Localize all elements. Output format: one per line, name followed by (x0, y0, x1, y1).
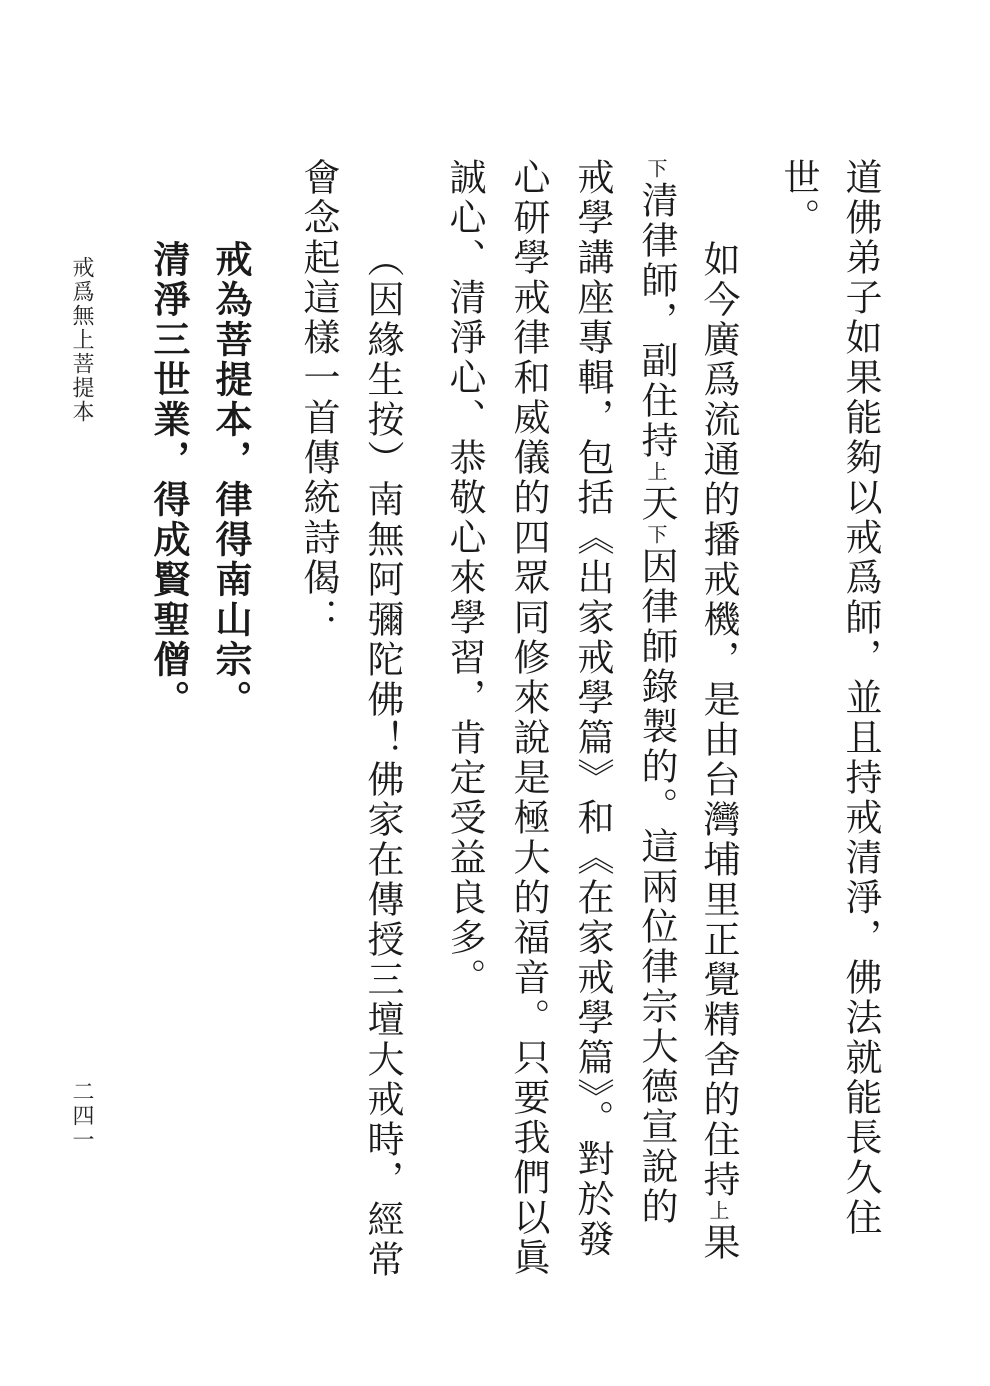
text-column-7: 誠心、清淨心、恭敬心來學習，肯定受益良多。 (443, 158, 486, 998)
text-column-3 (697, 240, 740, 1263)
text-column-4-part-1: 清律師，副住持 (635, 181, 678, 461)
honorific-name-guo: 果 (697, 1223, 740, 1263)
text-column-3-main: 如今廣爲流通的播戒機，是由台灣埔里正覺精舍的住持 (697, 240, 740, 1200)
text-column-2: 世。 (777, 158, 820, 238)
text-column-4-part-2: 天 (635, 484, 678, 524)
text-column-8: （因緣生按）南無阿彌陀佛！佛家在傳授三壇大戒時，經常 (361, 240, 404, 1280)
honorific-note-shang: 上 (706, 1200, 730, 1223)
page-number: 二四一 (69, 1080, 94, 1152)
text-column-1: 道佛弟子如果能夠以戒爲師，並且持戒清淨，佛法就能長久住 (839, 158, 882, 1238)
honorific-note-xia-2: 下 (644, 524, 668, 547)
verse-line-2: 清淨三世業，得成賢聖僧。 (147, 240, 190, 720)
text-column-4-part-3: 因律師錄製的。這兩位律宗大德宣說的 (635, 547, 678, 1227)
text-column-4 (635, 158, 678, 1227)
verse-line-1: 戒為菩提本，律得南山宗。 (209, 240, 252, 720)
running-head: 戒爲無上菩提本 (69, 256, 94, 424)
text-column-6: 心研學戒律和威儀的四眾同修來說是極大的福音。只要我們以眞 (507, 158, 550, 1278)
honorific-note-xia-1: 下 (644, 158, 668, 181)
text-column-9: 會念起這樣一首傳統詩偈： (297, 158, 340, 638)
honorific-note-shang-2: 上 (644, 461, 668, 484)
text-column-5: 戒學講座專輯，包括《出家戒學篇》和《在家戒學篇》。對於發 (571, 158, 614, 1260)
